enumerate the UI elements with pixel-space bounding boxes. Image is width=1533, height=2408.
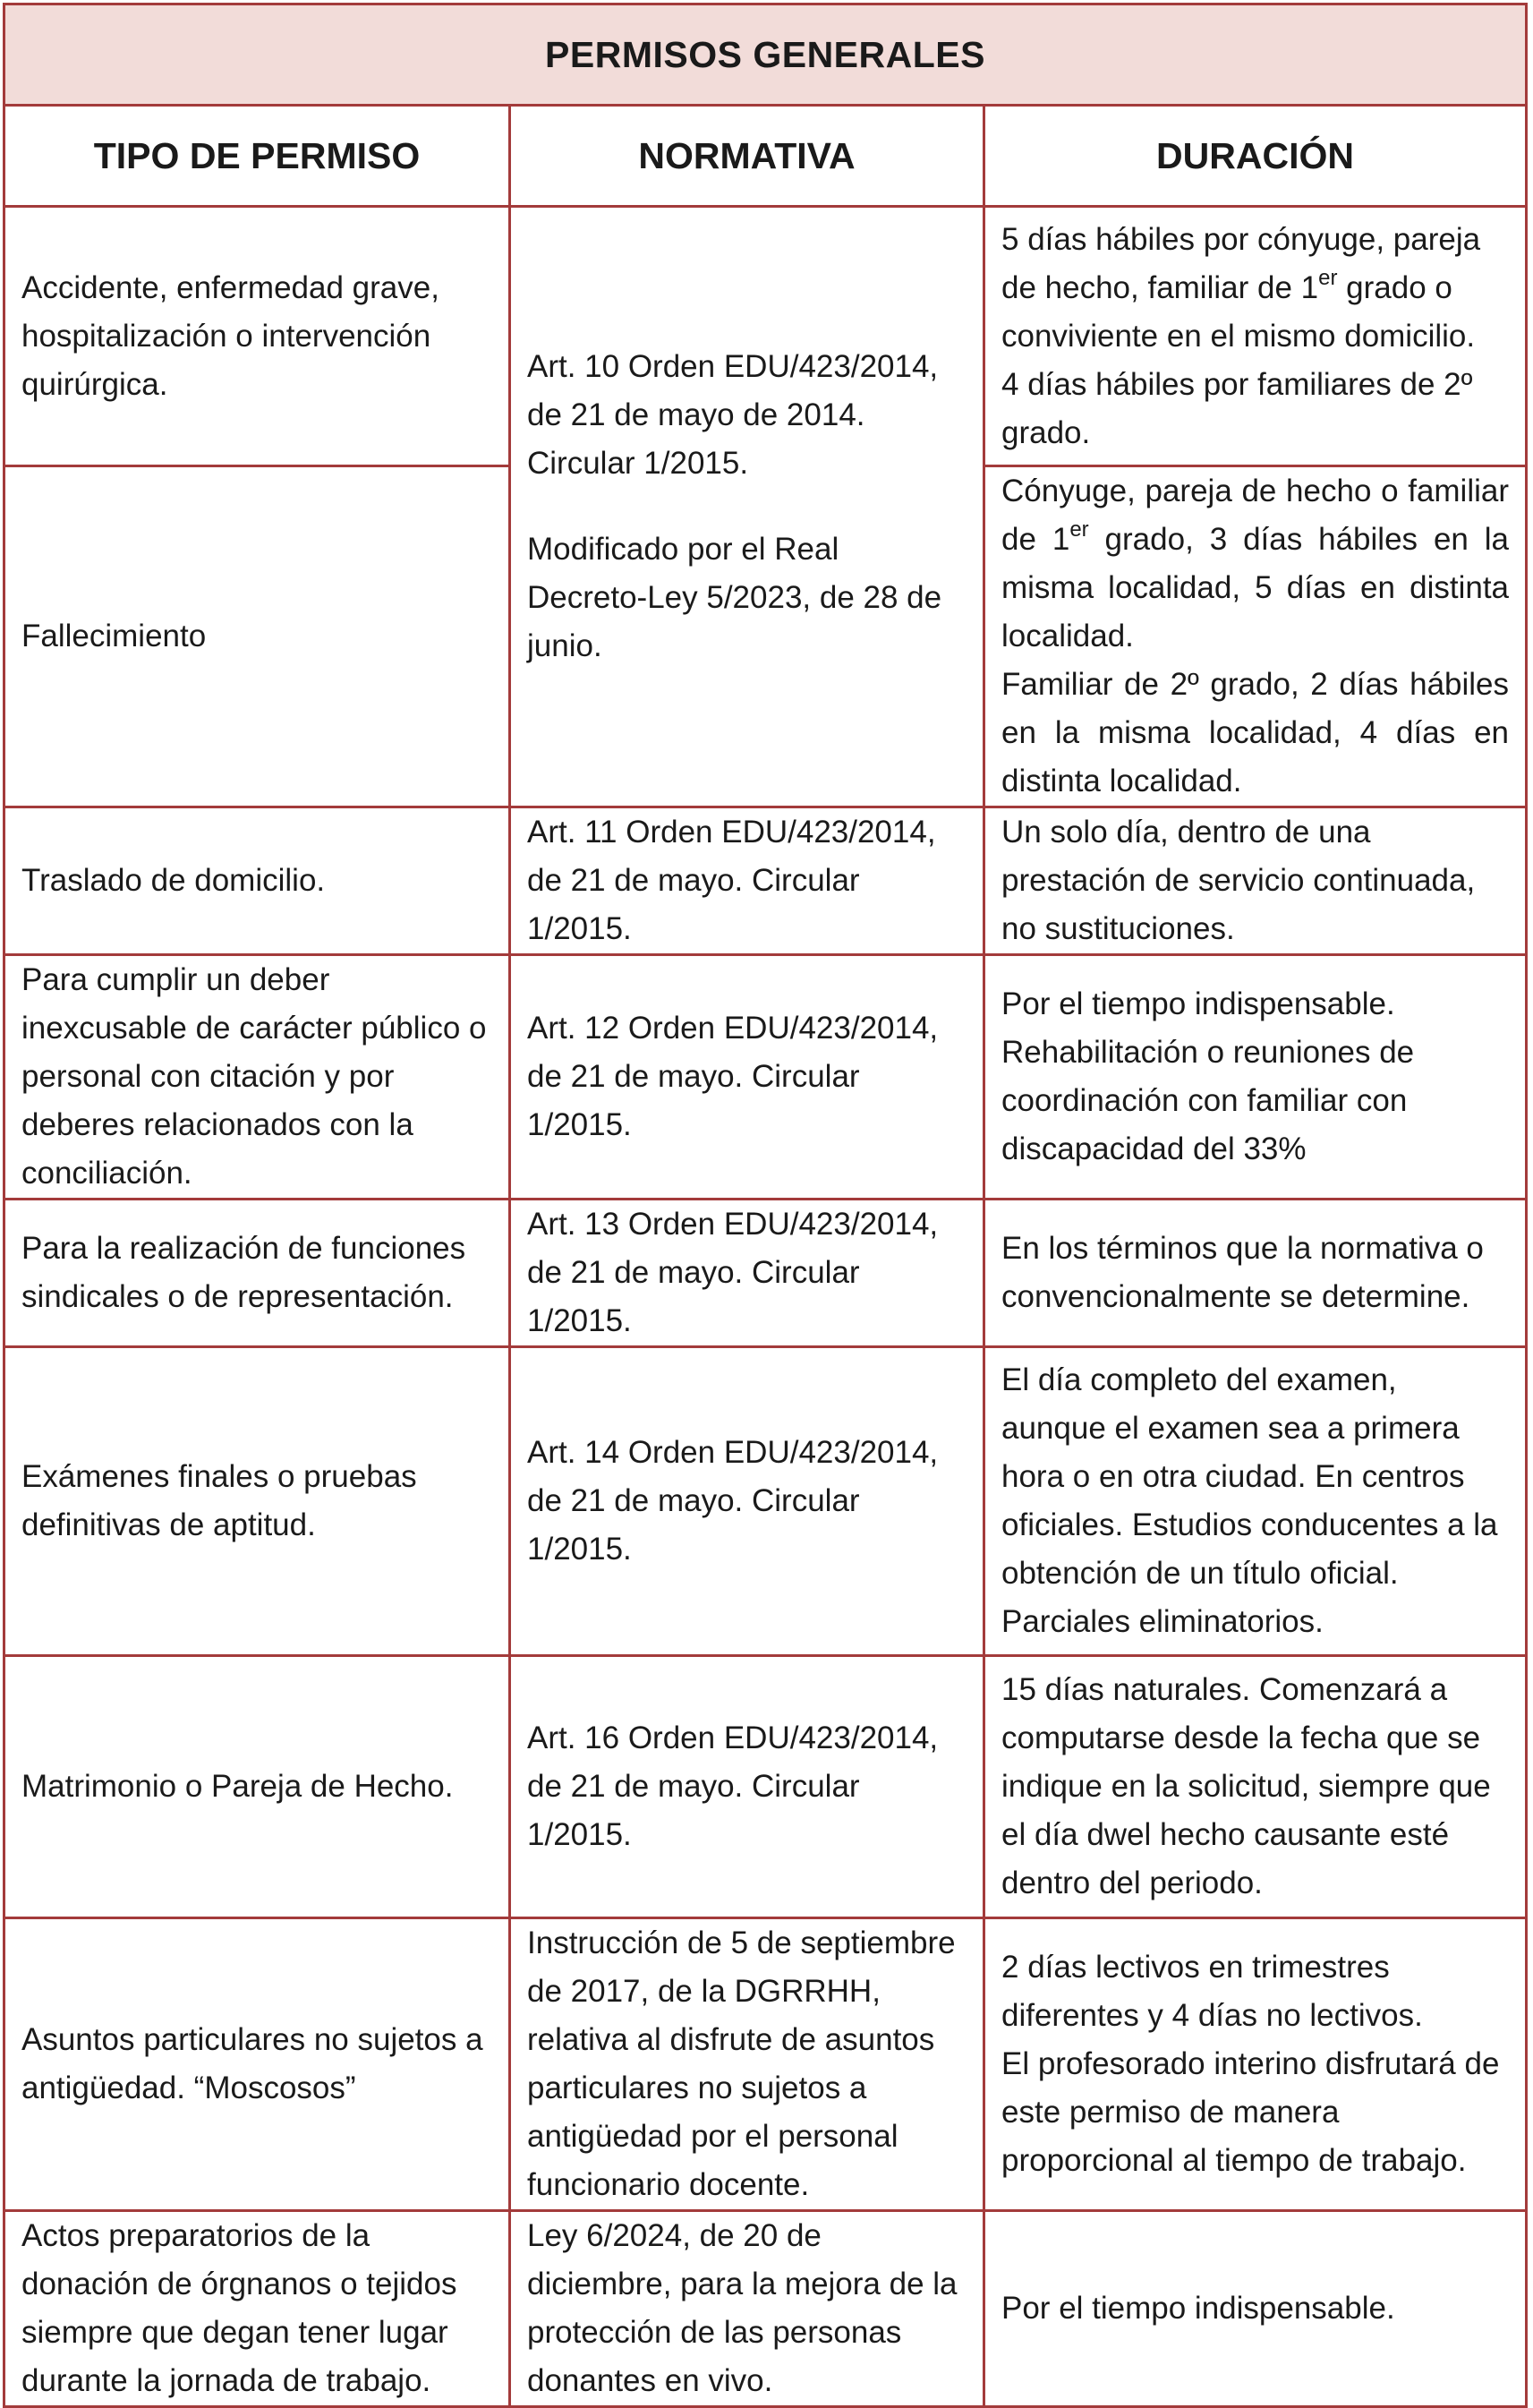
cell-duracion: Por el tiempo indispensable. [984,2211,1527,2407]
normativa-paragraph: Art. 10 Orden EDU/423/2014, de 21 de mayo de 2014. Circular 1/2015. [527,349,939,481]
cell-duracion [984,1918,1527,2211]
cell-normativa: Art. 12 Orden EDU/423/2014, de 21 de mayo. Circular 1/2015. [510,955,984,1200]
duracion-text: 5 días hábiles por cónyuge, pareja de hecho, familiar de 1 [1001,221,1481,305]
duracion-text: Familiar de 2º grado, 2 días hábiles en la misma localidad, 4 días en distinta localidad. [1001,667,1510,798]
table-row [4,207,1527,466]
table-row [4,2211,1527,2407]
header-duracion: DURACIÓN [984,106,1527,207]
duracion-text: grado o conviviente en el mismo domicilio. [1001,269,1476,354]
cell-normativa: Instrucción de 5 de septiembre de 2017, de la DGRRHH, relativa al disfrute de asuntos particulares no sujetos a antigüedad por el personal funcionario docente. [510,1918,984,2211]
cell-duracion [984,955,1527,1200]
cell-normativa: Art. 13 Orden EDU/423/2014, de 21 de mayo. Circular 1/2015. [510,1200,984,1347]
table-row [4,955,1527,1200]
cell-normativa: Ley 6/2024, de 20 de diciembre, para la mejora de la protección de las personas donantes en vivo. [510,2211,984,2407]
duracion-text: grado, 3 días hábiles en la misma localidad, 5 días en distinta localidad. [1001,522,1510,653]
duracion-text: 2 días lectivos en trimestres diferentes y 4 días no lectivos. [1001,1950,1423,2033]
cell-normativa: Art. 14 Orden EDU/423/2014, de 21 de mayo. Circular 1/2015. [510,1347,984,1656]
cell-duracion: Un solo día, dentro de una prestación de servicio continuada, no sustituciones. [984,807,1527,955]
ordinal-sup: er [1318,265,1338,290]
normativa-paragraph: Modificado por el Real Decreto-Ley 5/2023, de 28 de junio. [527,532,942,663]
duracion-text: Por el tiempo indispensable. [1001,986,1395,1021]
header-normativa: NORMATIVA [510,106,984,207]
table-header-row [4,106,1527,207]
cell-tipo: Para cumplir un deber inexcusable de carácter público o personal con citación y por deberes relacionados con la conciliación. [4,955,510,1200]
cell-tipo: Exámenes finales o pruebas definitivas de aptitud. [4,1347,510,1656]
duracion-text: El profesorado interino disfrutará de este permiso de manera proporcional al tiempo de trabajo. [1001,2046,1500,2178]
cell-tipo: Para la realización de funciones sindicales o de representación. [4,1200,510,1347]
cell-normativa: Art. 16 Orden EDU/423/2014, de 21 de mayo. Circular 1/2015. [510,1656,984,1918]
permisos-table-container [3,3,1525,2398]
cell-tipo: Accidente, enfermedad grave, hospitalización o intervención quirúrgica. [4,207,510,466]
permisos-table [3,3,1528,2408]
header-tipo: TIPO DE PERMISO [4,106,510,207]
table-row [4,1918,1527,2211]
cell-duracion: 15 días naturales. Comenzará a computarse desde la fecha que se indique en la solicitud, siempre que el día dwel hecho causante esté dentro del periodo. [984,1656,1527,1918]
cell-tipo: Asuntos particulares no sujetos a antigüedad. “Moscosos” [4,1918,510,2211]
table-row [4,1347,1527,1656]
cell-tipo: Matrimonio o Pareja de Hecho. [4,1656,510,1918]
table-row [4,1200,1527,1347]
cell-duracion [984,207,1527,466]
duracion-text: Rehabilitación o reuniones de coordinación con familiar con discapacidad del 33% [1001,1035,1415,1166]
duracion-text: Cónyuge, pareja de hecho o familiar de 1 [1001,474,1510,557]
table-title: PERMISOS GENERALES [4,4,1527,106]
table-title-row [4,4,1527,106]
cell-normativa [510,207,984,807]
table-row [4,807,1527,955]
table-row [4,1656,1527,1918]
cell-tipo: Traslado de domicilio. [4,807,510,955]
cell-tipo: Actos preparatorios de la donación de órgnanos o tejidos siempre que degan tener lugar durante la jornada de trabajo. [4,2211,510,2407]
cell-normativa: Art. 11 Orden EDU/423/2014, de 21 de mayo. Circular 1/2015. [510,807,984,955]
ordinal-sup: er [1069,517,1089,542]
duracion-text: 4 días hábiles por familiares de 2º grado. [1001,366,1473,450]
cell-duracion [984,466,1527,807]
cell-duracion: El día completo del examen, aunque el examen sea a primera hora o en otra ciudad. En centros oficiales. Estudios conducentes a la obtención de un título oficial. Parciales eliminatorios. [984,1347,1527,1656]
cell-tipo: Fallecimiento [4,466,510,807]
cell-duracion: En los términos que la normativa o convencionalmente se determine. [984,1200,1527,1347]
